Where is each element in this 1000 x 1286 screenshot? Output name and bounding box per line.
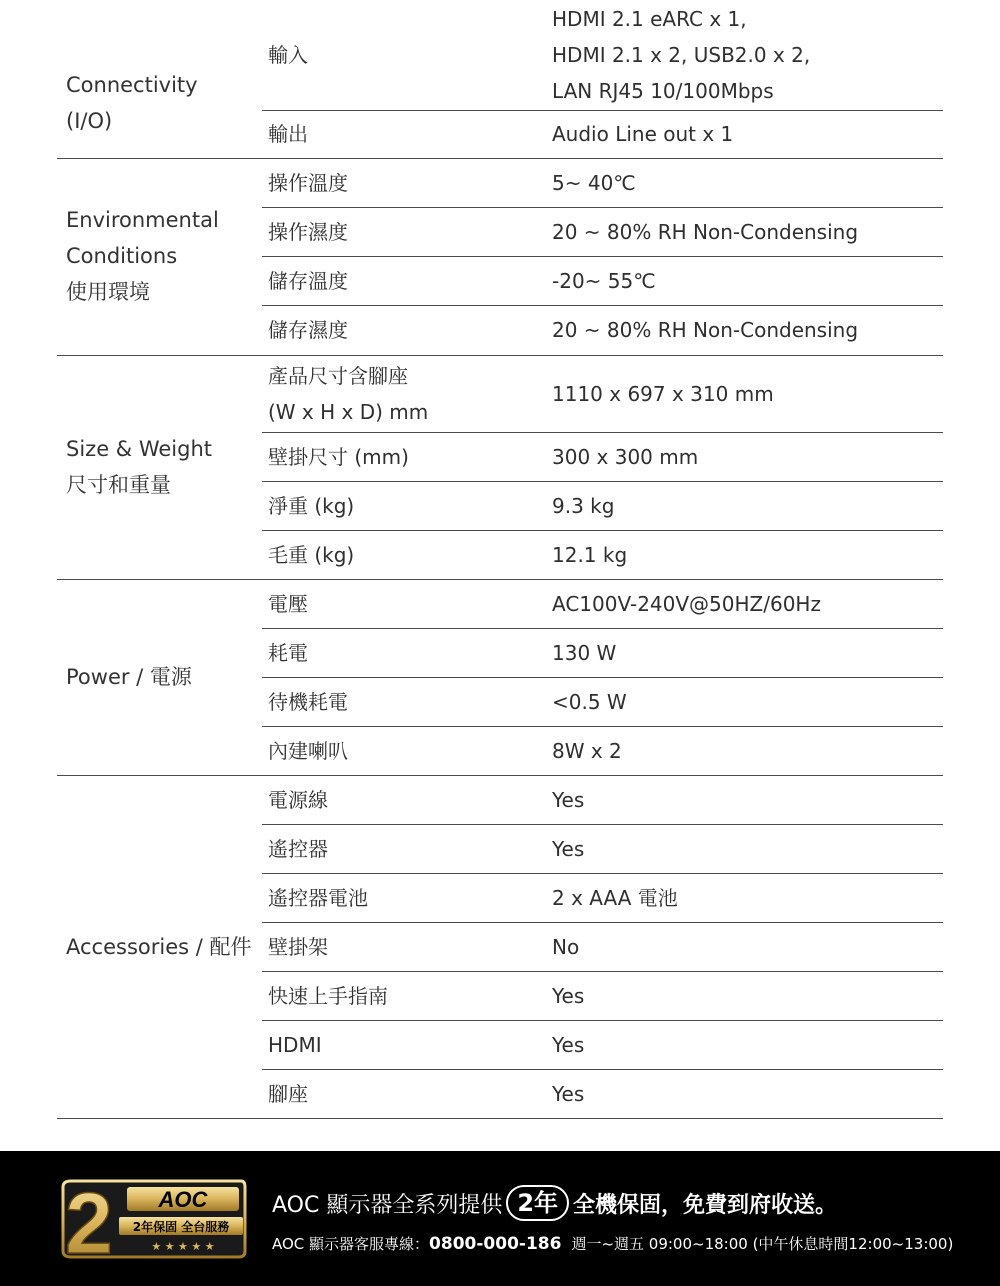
row-divider [262, 481, 943, 482]
spec-label-line: 壁掛架 [268, 935, 328, 959]
service-hotline-line [272, 1233, 953, 1254]
spec-value-line: AC100V-240V@50HZ/60Hz [552, 592, 821, 616]
spec-row [0, 824, 1000, 873]
spec-label-line: 毛重 (kg) [268, 543, 355, 567]
spec-value-line: <0.5 W [552, 690, 627, 714]
spec-label [268, 537, 354, 573]
spec-row [0, 0, 1000, 110]
row-divider [262, 677, 943, 678]
spec-value-line: Audio Line out x 1 [552, 122, 734, 146]
spec-value [552, 929, 579, 965]
spec-value-line: 20 ~ 80% RH Non-Condensing [552, 318, 859, 342]
badge-text: 2年保固 全台服務 [132, 1220, 230, 1234]
row-divider [262, 873, 943, 874]
spec-label [268, 635, 308, 671]
spec-value [552, 586, 821, 622]
spec-value [552, 831, 584, 867]
spec-value [552, 733, 622, 769]
category-label-line: Connectivity [66, 73, 198, 97]
spec-label [268, 1076, 308, 1112]
spec-row [0, 1069, 1000, 1118]
category-label-line: 使用環境 [66, 280, 150, 304]
spec-label-line: 電壓 [268, 592, 308, 616]
spec-value-line: 2 x AAA 電池 [552, 886, 678, 910]
spec-row [0, 775, 1000, 824]
spec-section [0, 158, 1000, 354]
spec-label-line: 輸出 [268, 122, 308, 146]
spec-label-line: 操作溫度 [268, 171, 348, 195]
spec-value [552, 978, 584, 1014]
spec-row [0, 256, 1000, 305]
spec-label [268, 978, 388, 1014]
category-label-line: Power / 電源 [66, 665, 192, 689]
spec-value [552, 439, 698, 475]
spec-label-line: 內建喇叭 [268, 739, 348, 763]
spec-label-line: 淨重 (kg) [268, 494, 355, 518]
spec-row [0, 305, 1000, 354]
spec-value-line: Yes [552, 788, 585, 812]
spec-label [268, 263, 348, 299]
spec-label-line: 儲存濕度 [268, 318, 348, 342]
hotline-prefix: AOC 顯示器客服專線： [272, 1235, 430, 1253]
spec-value-line: 20 ~ 80% RH Non-Condensing [552, 220, 859, 244]
spec-row [0, 1020, 1000, 1069]
spec-value-line: 5~ 40℃ [552, 171, 636, 195]
hotline-number: 0800-000-186 [429, 1234, 562, 1254]
warranty-years-pill: 2年 [506, 1185, 569, 1221]
spec-label-line: 遙控器電池 [268, 886, 368, 910]
spec-label [268, 586, 308, 622]
spec-value [552, 782, 584, 818]
category-label-line: (I/O) [66, 109, 113, 133]
table-bottom-divider [57, 1118, 943, 1119]
spec-section [0, 355, 1000, 579]
spec-value [552, 537, 627, 573]
row-divider [262, 824, 943, 825]
spec-row [0, 628, 1000, 677]
row-divider [262, 922, 943, 923]
spec-row [0, 922, 1000, 971]
row-divider [262, 110, 943, 111]
spec-row [0, 207, 1000, 256]
footer-banner [0, 1151, 1000, 1286]
spec-label-line: 電源線 [268, 788, 328, 812]
spec-row [0, 726, 1000, 775]
spec-label [268, 358, 428, 430]
badge-number: 2 [65, 1179, 113, 1259]
spec-value [552, 214, 858, 250]
spec-label [268, 782, 328, 818]
spec-label-line: 快速上手指南 [268, 984, 388, 1008]
spec-label-line: 壁掛尺寸 (mm) [268, 445, 409, 469]
spec-value-line: Yes [552, 984, 585, 1008]
row-divider [262, 628, 943, 629]
headline-prefix: AOC 顯示器全系列提供 [272, 1192, 503, 1218]
spec-label-line: (W x H x D) mm [268, 400, 429, 424]
spec-label [268, 214, 348, 250]
spec-value [552, 880, 678, 916]
spec-value-line: 12.1 kg [552, 543, 628, 567]
spec-value-line: 300 x 300 mm [552, 445, 699, 469]
row-divider [262, 1069, 943, 1070]
spec-value-line: 9.3 kg [552, 494, 615, 518]
spec-value [552, 488, 614, 524]
spec-section [0, 0, 1000, 158]
spec-label [268, 439, 409, 475]
service-hours: 週一~週五 09:00~18:00 (中午休息時間12:00~13:00) [571, 1235, 954, 1253]
category-label-line: 尺寸和重量 [66, 473, 171, 497]
badge-brand: AOC [158, 1187, 208, 1212]
row-divider [262, 530, 943, 531]
spec-row [0, 355, 1000, 432]
spec-value-line: HDMI 2.1 x 2, USB2.0 x 2, [552, 43, 811, 67]
spec-label [268, 831, 328, 867]
spec-label [268, 312, 348, 348]
warranty-headline [272, 1185, 837, 1221]
spec-value-line: Yes [552, 1082, 585, 1106]
spec-label [268, 488, 354, 524]
spec-row [0, 971, 1000, 1020]
row-divider [262, 432, 943, 433]
spec-value [552, 684, 627, 720]
category-label-line: Environmental [66, 208, 219, 232]
row-divider [262, 256, 943, 257]
spec-label [268, 165, 348, 201]
spec-row [0, 158, 1000, 207]
spec-row [0, 873, 1000, 922]
spec-value [552, 312, 858, 348]
spec-section [0, 579, 1000, 775]
spec-label-line: 待機耗電 [268, 690, 348, 714]
spec-label [268, 1027, 322, 1063]
spec-label-line: 產品尺寸含腳座 [268, 364, 408, 388]
row-divider [262, 726, 943, 727]
spec-label [268, 116, 308, 152]
warranty-badge [57, 1179, 247, 1259]
row-divider [262, 207, 943, 208]
spec-row [0, 530, 1000, 579]
spec-label-line: 操作濕度 [268, 220, 348, 244]
spec-value-line: -20~ 55℃ [552, 269, 656, 293]
spec-value [552, 1076, 584, 1112]
badge-stars: ★ ★ ★ ★ ★ [151, 1240, 215, 1253]
spec-label [268, 929, 328, 965]
spec-label-line: 遙控器 [268, 837, 328, 861]
spec-label [268, 37, 308, 73]
row-divider [262, 305, 943, 306]
spec-value-line: No [552, 935, 580, 959]
spec-label-line: 腳座 [268, 1082, 308, 1106]
spec-label-line: 儲存溫度 [268, 269, 348, 293]
spec-value [552, 116, 733, 152]
category-label-line: Size & Weight [66, 437, 212, 461]
spec-value [552, 1027, 584, 1063]
spec-value-line: Yes [552, 1033, 585, 1057]
spec-value-line: 130 W [552, 641, 617, 665]
headline-suffix: 全機保固，免費到府收送。 [573, 1192, 838, 1218]
spec-row [0, 432, 1000, 481]
spec-value-line: LAN RJ45 10/100Mbps [552, 79, 774, 103]
spec-label [268, 880, 368, 916]
spec-value-line: HDMI 2.1 eARC x 1, [552, 7, 747, 31]
spec-row [0, 481, 1000, 530]
spec-label-line: 輸入 [268, 43, 308, 67]
row-divider [262, 971, 943, 972]
spec-label-line: 耗電 [268, 641, 308, 665]
row-divider [262, 1020, 943, 1021]
spec-value [552, 1, 810, 109]
spec-value [552, 165, 636, 201]
category-label-line: Conditions [66, 244, 178, 268]
spec-label [268, 684, 348, 720]
spec-value [552, 263, 656, 299]
spec-label-line: HDMI [268, 1033, 322, 1057]
spec-value-line: 8W x 2 [552, 739, 622, 763]
spec-row [0, 677, 1000, 726]
spec-row [0, 110, 1000, 158]
spec-label [268, 733, 348, 769]
spec-row [0, 579, 1000, 628]
spec-value-line: Yes [552, 837, 585, 861]
spec-value-line: 1110 x 697 x 310 mm [552, 382, 774, 406]
spec-value [552, 635, 616, 671]
category-label-line: Accessories / 配件 [66, 935, 252, 959]
spec-section [0, 775, 1000, 1118]
spec-value [552, 376, 774, 412]
